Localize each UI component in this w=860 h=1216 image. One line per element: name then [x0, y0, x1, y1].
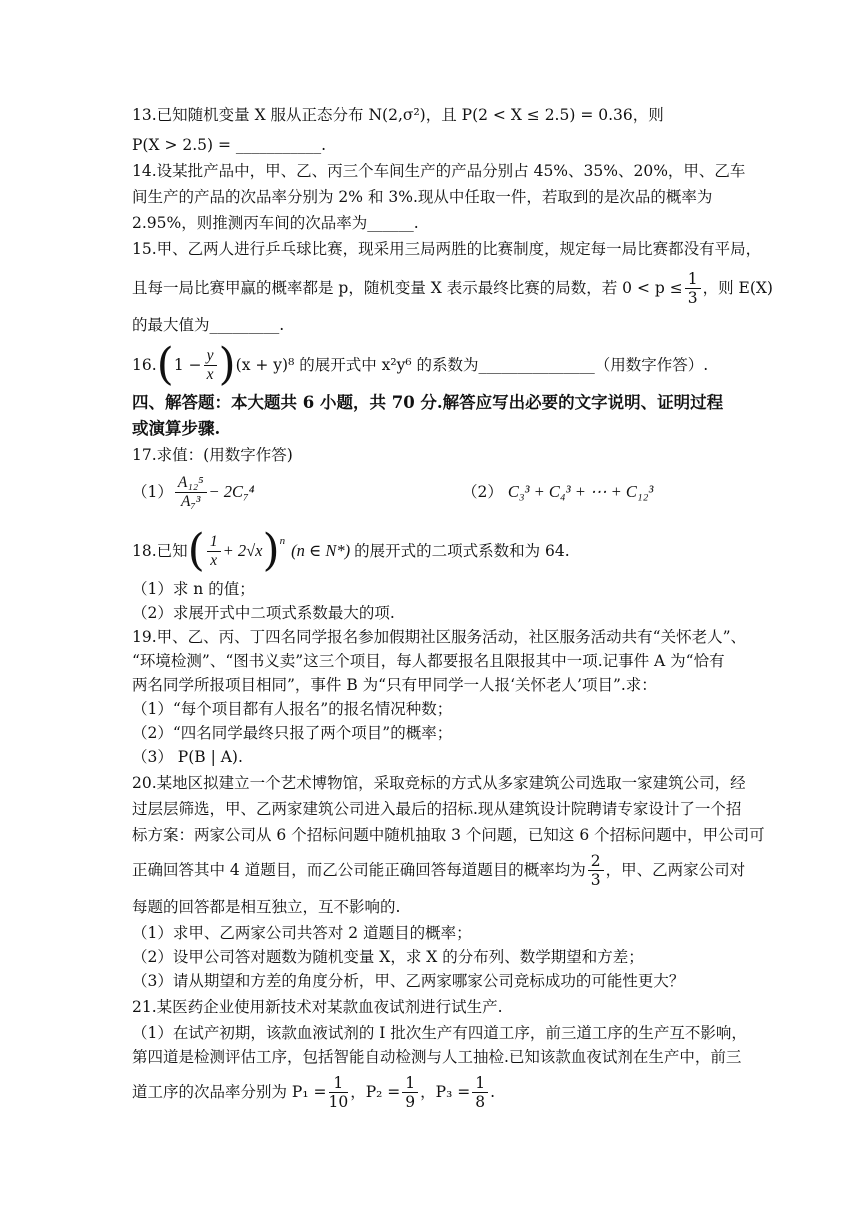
q18-fraction-denominator: x — [210, 551, 218, 569]
q20-line-4-text: 正确回答其中 4 道题目，而乙公司能正确回答每道题目的概率均为 — [132, 861, 586, 879]
q15-line-2-tail: ，则 E(X) — [702, 279, 773, 297]
q21-fraction-p3 — [472, 1074, 488, 1111]
q14-line-1: 14.设某批产品中，甲、乙、丙三个车间生产的产品分别占 45%、35%、20%，甲、乙车 — [132, 162, 746, 180]
q19-part-2: （2）“四名同学最终只报了两个项目”的概率； — [132, 724, 453, 742]
left-paren-symbol: ( — [156, 339, 174, 390]
q21-line-4-end: . — [490, 1083, 496, 1101]
q18-part-2: （2）求展开式中二项式系数最大的项. — [132, 604, 395, 622]
q17-part-2-label: （2） — [462, 483, 503, 501]
q16-rest: (x + y)⁸ 的展开式中 x²y⁶ 的系数为_______________（用数字作答）. — [235, 356, 709, 374]
q18-rest: 的展开式的二项式系数和为 64. — [354, 542, 570, 560]
q15-fraction-denominator: 3 — [687, 288, 698, 307]
q20-part-2: （2）设甲公司答对题数为随机变量 X，求 X 的分布列、数学期望和方差； — [132, 948, 644, 966]
right-paren-symbol: ) — [262, 525, 280, 576]
q19-part-3: （3） P(B | A). — [132, 748, 243, 766]
q16-number: 16. — [132, 356, 157, 374]
q21-fraction-p2 — [402, 1074, 418, 1111]
q18-line — [132, 525, 570, 576]
q17-part-1-label: （1） — [132, 483, 173, 501]
q21-fraction-p1-denominator: 10 — [328, 1092, 349, 1111]
q15-fraction-numerator: 1 — [685, 270, 701, 289]
q16-line — [132, 339, 709, 390]
q15-fraction — [685, 270, 701, 307]
q18-inner-term: + 2√x — [222, 541, 263, 560]
q21-fraction-p2-numerator: 1 — [402, 1074, 418, 1093]
q17-part-1-rest: − 2C₇⁴ — [208, 482, 255, 501]
q17-part-1-denominator: A₇³ — [180, 492, 201, 510]
q18-part-1: （1）求 n 的值； — [132, 580, 255, 598]
q21-p3-label: ，P₃ = — [420, 1083, 471, 1101]
q18-fraction — [207, 533, 221, 570]
q20-line-1: 20.某地区拟建立一个艺术博物馆，采取竞标的方式从多家建筑公司选取一家建筑公司，经 — [132, 774, 746, 792]
q15-line-2 — [132, 266, 773, 310]
q21-line-1: 21.某医药企业使用新技术对某款血夜试剂进行试生产. — [132, 998, 503, 1016]
q13-line-1: 13.已知随机变量 X 服从正态分布 N(2,σ²)，且 P(2 < X ≤ 2.5) = 0.36，则 — [132, 106, 664, 124]
q21-p2-label: ，P₂ = — [350, 1083, 401, 1101]
q20-fraction-denominator: 3 — [590, 870, 601, 889]
q20-line-4 — [132, 848, 745, 892]
q19-line-3: 两名同学所报项目相同”，事件 B 为“只有甲同学一人报‘关怀老人’项目”.求： — [132, 676, 657, 694]
q17-part-1-numerator: A₁₂⁵ — [175, 474, 207, 493]
q20-part-1: （1）求甲、乙两家公司共答对 2 道题目的概率； — [132, 924, 472, 942]
q18-prefix: 18.已知 — [132, 542, 188, 560]
q20-part-3: （3）请从期望和方差的角度分析，甲、乙两家哪家公司竞标成功的可能性更大？ — [132, 972, 685, 990]
q13-line-2: P(X > 2.5) = ___________. — [132, 136, 327, 154]
q19-line-2: “环境检测”、“图书义卖”这三个项目，每人都要报名且限报其中一项.记事件 A 为“恰有 — [132, 652, 725, 670]
q17-part-2-expression: C₃³ + C₄³ + ⋯ + C₁₂³ — [507, 482, 654, 501]
q21-fraction-p1-numerator: 1 — [329, 1074, 349, 1093]
q16-fraction-denominator: x — [206, 365, 214, 383]
q20-line-5: 每题的回答都是相互独立，互不影响的. — [132, 898, 401, 916]
q18-exponent: n — [279, 535, 286, 547]
q21-line-4 — [132, 1070, 495, 1114]
q20-line-4-tail: ，甲、乙两家公司对 — [605, 861, 746, 879]
q16-fraction — [204, 347, 217, 384]
q20-fraction — [588, 852, 604, 889]
q20-line-3: 标方案：两家公司从 6 个招标问题中随机抽取 3 个问题，已知这 6 个招标问题中，甲公司可 — [132, 826, 765, 844]
q15-line-3: 的最大值为_________. — [132, 316, 285, 334]
q19-part-1: （1）“每个项目都有人报名”的报名情况种数； — [132, 700, 453, 718]
left-paren-symbol: ( — [187, 525, 205, 576]
q15-line-2-text: 且每一局比赛甲赢的概率都是 p，随机变量 X 表示最终比赛的局数，若 0 < p ≤ — [132, 279, 683, 297]
q14-line-2: 间生产的产品的次品率分别为 2% 和 3%.现从中任取一件，若取到的是次品的概率为 — [132, 188, 713, 206]
q17-title: 17.求值：(用数字作答) — [132, 446, 293, 464]
q18-fraction-numerator: 1 — [207, 533, 221, 552]
section-4-heading-line-1: 四、解答题：本大题共 6 小题，共 70 分.解答应写出必要的文字说明、证明过程 — [132, 393, 724, 412]
q21-line-2: （1）在试产初期，该款血液试剂的 I 批次生产有四道工序，前三道工序的生产互不影响， — [132, 1024, 747, 1042]
q17-parts — [132, 470, 752, 514]
right-paren-symbol: ) — [218, 339, 236, 390]
q17-part-1-fraction — [175, 474, 207, 511]
q16-fraction-numerator: y — [204, 347, 217, 366]
q16-paren-content: 1 − — [173, 356, 202, 374]
section-4-heading-line-2: 或演算步骤. — [132, 419, 221, 438]
q21-fraction-p3-numerator: 1 — [472, 1074, 488, 1093]
q17-part-2 — [462, 481, 653, 503]
q21-fraction-p1 — [329, 1074, 349, 1111]
q18-condition: (n ∈ N*) — [291, 541, 351, 560]
q19-line-1: 19.甲、乙、丙、丁四名同学报名参加假期社区服务活动，社区服务活动共有“关怀老人”、 — [132, 628, 747, 646]
q20-line-2: 过层层筛选，甲、乙两家建筑公司进入最后的招标.现从建筑设计院聘请专家设计了一个招 — [132, 800, 742, 818]
q21-fraction-p2-denominator: 9 — [405, 1092, 416, 1111]
q14-line-3: 2.95%，则推测丙车间的次品率为______. — [132, 214, 419, 232]
q20-fraction-numerator: 2 — [588, 852, 604, 871]
q21-fraction-p3-denominator: 8 — [475, 1092, 486, 1111]
q15-line-1: 15.甲、乙两人进行乒乓球比赛，现采用三局两胜的比赛制度，规定每一局比赛都没有平局， — [132, 240, 762, 258]
q21-line-4-text: 道工序的次品率分别为 P₁ = — [132, 1083, 327, 1101]
q21-line-3: 第四道是检测评估工序，包括智能自动检测与人工抽检.已知该款血夜试剂在生产中，前三 — [132, 1048, 742, 1066]
